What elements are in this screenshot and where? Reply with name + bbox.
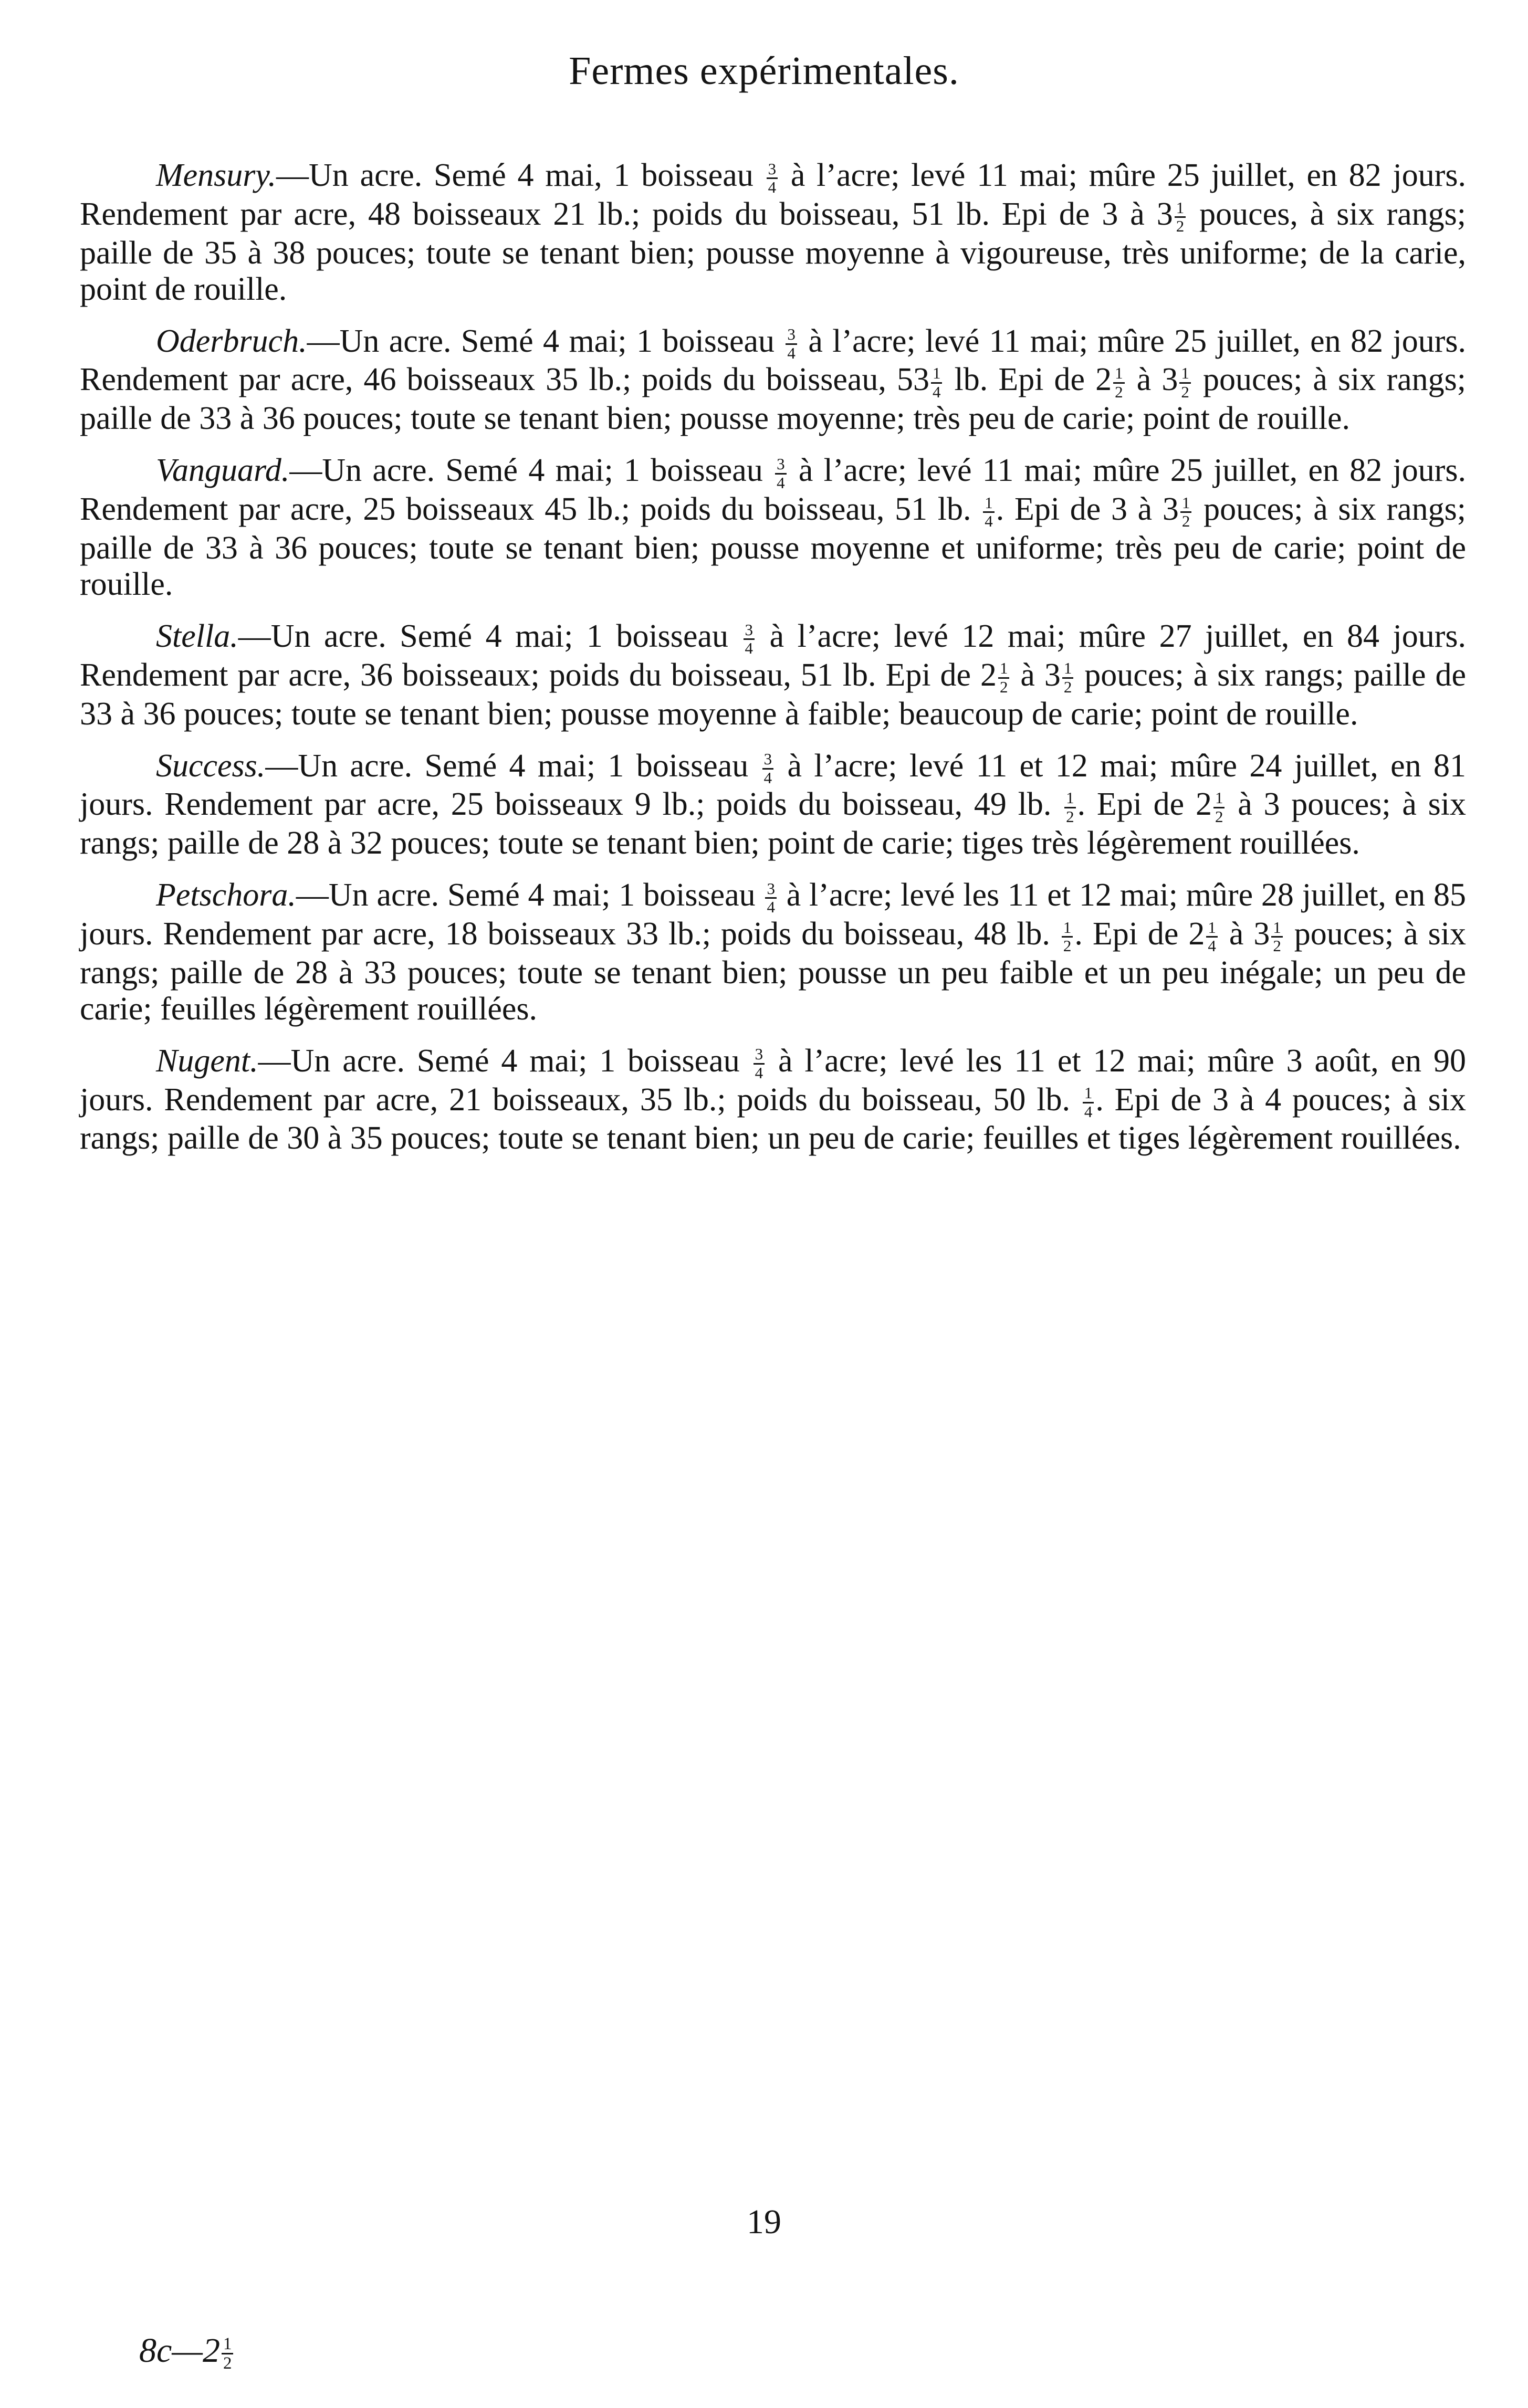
fraction-denominator: 2 [1181,512,1190,531]
fraction-denominator: 4 [1084,1102,1093,1121]
fraction-denominator: 2 [1273,937,1281,955]
entry-text: pouces, à six rangs; paille de 35 à 38 pouces; toute se tenant bien; pousse moyenne à vigoureuse, très uniforme; de la carie, point de rouille. [80,196,1466,307]
fraction-numerator: 1 [1175,199,1186,218]
fraction [767,161,778,196]
entry-text: à l’acre; levé 12 mai; mûre 27 juillet, en 84 jours. Rendement par acre, 36 boisseaux; poids du boisseau, 51 lb. Epi de 2 [80,618,1466,693]
entry-text: pouces; à six rangs; paille de 33 à 36 pouces; toute se tenant bien; pousse moyenne à faible; beaucoup de carie; point de rouille. [80,657,1467,732]
fraction-numerator: 1 [1179,365,1191,384]
fraction-denominator: 4 [767,898,775,917]
fraction-numerator: 1 [1180,495,1192,513]
fraction-denominator: 2 [999,677,1008,696]
entry-text: à l’acre; levé 11 mai; mûre 25 juillet, en 82 jours. Rendement par acre, 25 boisseaux 45 lb.; poids du boisseau, 51 lb. [80,453,1466,528]
page-number: 19 [747,2203,781,2241]
entry-text: . Epi de 2 [1074,916,1205,952]
fraction-denominator: 4 [787,343,796,362]
fraction [1113,365,1125,401]
fraction [1206,919,1218,955]
fraction-numerator: 1 [1062,660,1074,679]
entry-text: —Un acre. Semé 4 mai; 1 boisseau [265,748,761,784]
fraction-numerator: 1 [222,2335,234,2355]
print-code-prefix: 8c—2 [139,2331,220,2370]
fraction-denominator: 4 [777,473,785,492]
fraction [1062,919,1073,955]
fraction-numerator: 1 [1213,790,1225,808]
fraction [1179,365,1191,401]
entry-text: —Un acre. Semé 4 mai; 1 boisseau [289,453,774,489]
fraction-denominator: 2 [1181,382,1189,401]
fraction-numerator: 3 [762,751,774,770]
entry-text: . Epi de 3 à 4 pouces; à six rangs; paille de 30 à 35 pouces; toute se tenant bien; un peu de carie; feuilles et tiges légèrement rouillées. [80,1081,1466,1156]
fraction-numerator: 3 [767,161,778,180]
fraction-numerator: 1 [998,660,1010,679]
variety-entry [80,877,1466,1027]
fraction [753,1046,765,1081]
entry-text: . Epi de 2 [1077,786,1212,823]
fraction-denominator: 4 [763,768,772,787]
entry-text: —Un acre. Semé 4 mai; 1 boisseau [258,1043,752,1079]
fraction-numerator: 3 [765,880,777,899]
fraction [1175,199,1186,235]
fraction-numerator: 3 [744,622,755,640]
fraction-numerator: 1 [931,365,943,384]
fraction-denominator: 2 [223,2354,232,2373]
fraction-numerator: 1 [1113,365,1125,384]
entry-text: à l’acre; levé les 11 et 12 mai; mûre 28 juillet, en 85 jours. Rendement par acre, 18 boisseaux 33 lb.; poids du boisseau, 48 lb. [80,877,1466,952]
entry-text: —Un acre. Semé 4 mai, 1 boisseau [276,157,765,193]
fraction-numerator: 1 [1083,1085,1094,1103]
fraction-denominator: 2 [1115,382,1123,401]
fraction [1064,790,1076,825]
variety-name: Nugent. [156,1043,258,1079]
fraction [1213,790,1225,825]
entry-text: . Epi de 3 à 3 [996,491,1179,528]
variety-name: Oderbruch. [156,323,307,359]
variety-entry [80,618,1466,732]
fraction-denominator: 4 [755,1064,763,1082]
fraction-numerator: 1 [1206,919,1218,938]
fraction [1271,919,1283,955]
entry-text: pouces; à six rangs; paille de 33 à 36 pouces; toute se tenant bien; pousse moyenne; très peu de carie; point de rouille. [80,362,1466,437]
fraction-numerator: 1 [1062,919,1073,938]
entry-text: pouces; à six rangs; paille de 33 à 36 pouces; toute se tenant bien; pousse moyenne et uniforme; très peu de carie; point de rouille. [80,491,1467,602]
variety-entry [80,1043,1466,1157]
fraction-denominator: 4 [1208,937,1216,955]
fraction [786,326,797,362]
fraction-numerator: 1 [1271,919,1283,938]
entry-text: à 3 [1011,657,1061,693]
variety-entry [80,157,1466,308]
entry-text: —Un acre. Semé 4 mai; 1 boisseau [238,618,742,654]
entry-text: —Un acre. Semé 4 mai; 1 boisseau [307,323,784,359]
entry-text: à 3 [1126,362,1178,398]
fraction [1062,660,1074,696]
print-code [139,2331,235,2373]
fraction [765,880,777,916]
entry-text: à l’acre; levé 11 mai; mûre 25 juillet, en 82 jours. Rendement par acre, 46 boisseaux 35 lb.; poids du boisseau, 53 [80,323,1467,398]
fraction [744,622,755,657]
fraction-numerator: 1 [1064,790,1076,808]
fraction-numerator: 3 [753,1046,765,1065]
variety-name: Petschora. [156,877,296,913]
fraction-denominator: 4 [768,178,777,197]
fraction-denominator: 4 [985,512,993,531]
page-title: Fermes expérimentales. [569,49,959,93]
entry-text: pouces; à six rangs; paille de 28 à 33 pouces; toute se tenant bien; pousse un peu faible et un peu inégale; un peu de carie; feuilles légèrement rouillées. [80,916,1466,1027]
variety-entry [80,453,1466,603]
fraction-numerator: 3 [775,456,787,475]
variety-name: Success. [156,748,266,784]
fraction [983,495,995,530]
variety-entry [80,748,1466,862]
entry-text: à 3 pouces; à six rangs; paille de 28 à 32 pouces; toute se tenant bien; point de carie; tiges très légèrement rouillées. [80,786,1466,861]
variety-entry [80,323,1466,437]
entry-text: à l’acre; levé les 11 et 12 mai; mûre 3 août, en 90 jours. Rendement par acre, 21 boisseaux, 35 lb.; poids du boisseau, 50 lb. [80,1043,1467,1118]
variety-name: Mensury. [156,157,277,193]
fraction [1180,495,1192,530]
variety-name: Vanguard. [156,453,290,489]
fraction-denominator: 2 [1215,807,1223,826]
fraction [762,751,774,786]
fraction [998,660,1010,696]
entry-text: à 3 [1219,916,1270,952]
fraction [775,456,787,491]
entry-text: lb. Epi de 2 [944,362,1112,398]
fraction-denominator: 2 [1063,677,1072,696]
fraction [1083,1085,1094,1120]
variety-name: Stella. [156,618,238,654]
fraction-denominator: 2 [1066,807,1074,826]
fraction-denominator: 2 [1063,937,1072,955]
fraction-denominator: 4 [932,382,941,401]
entry-text: à l’acre; levé 11 mai; mûre 25 juillet, en 82 jours. Rendement par acre, 48 boisseaux 21 lb.; poids du boisseau, 51 lb. Epi de 3 à 3 [80,157,1466,232]
fraction-numerator: 3 [786,326,797,345]
variety-entries [80,157,1466,1172]
entry-text: —Un acre. Semé 4 mai; 1 boisseau [296,877,764,913]
print-code-fraction [222,2335,234,2373]
fraction-denominator: 2 [1176,217,1185,236]
fraction [931,365,943,401]
entry-text: à l’acre; levé 11 et 12 mai; mûre 24 juillet, en 81 jours. Rendement par acre, 25 boisseaux 9 lb.; poids du boisseau, 49 lb. [80,748,1467,823]
fraction-denominator: 4 [745,639,753,658]
fraction-numerator: 1 [983,495,995,513]
